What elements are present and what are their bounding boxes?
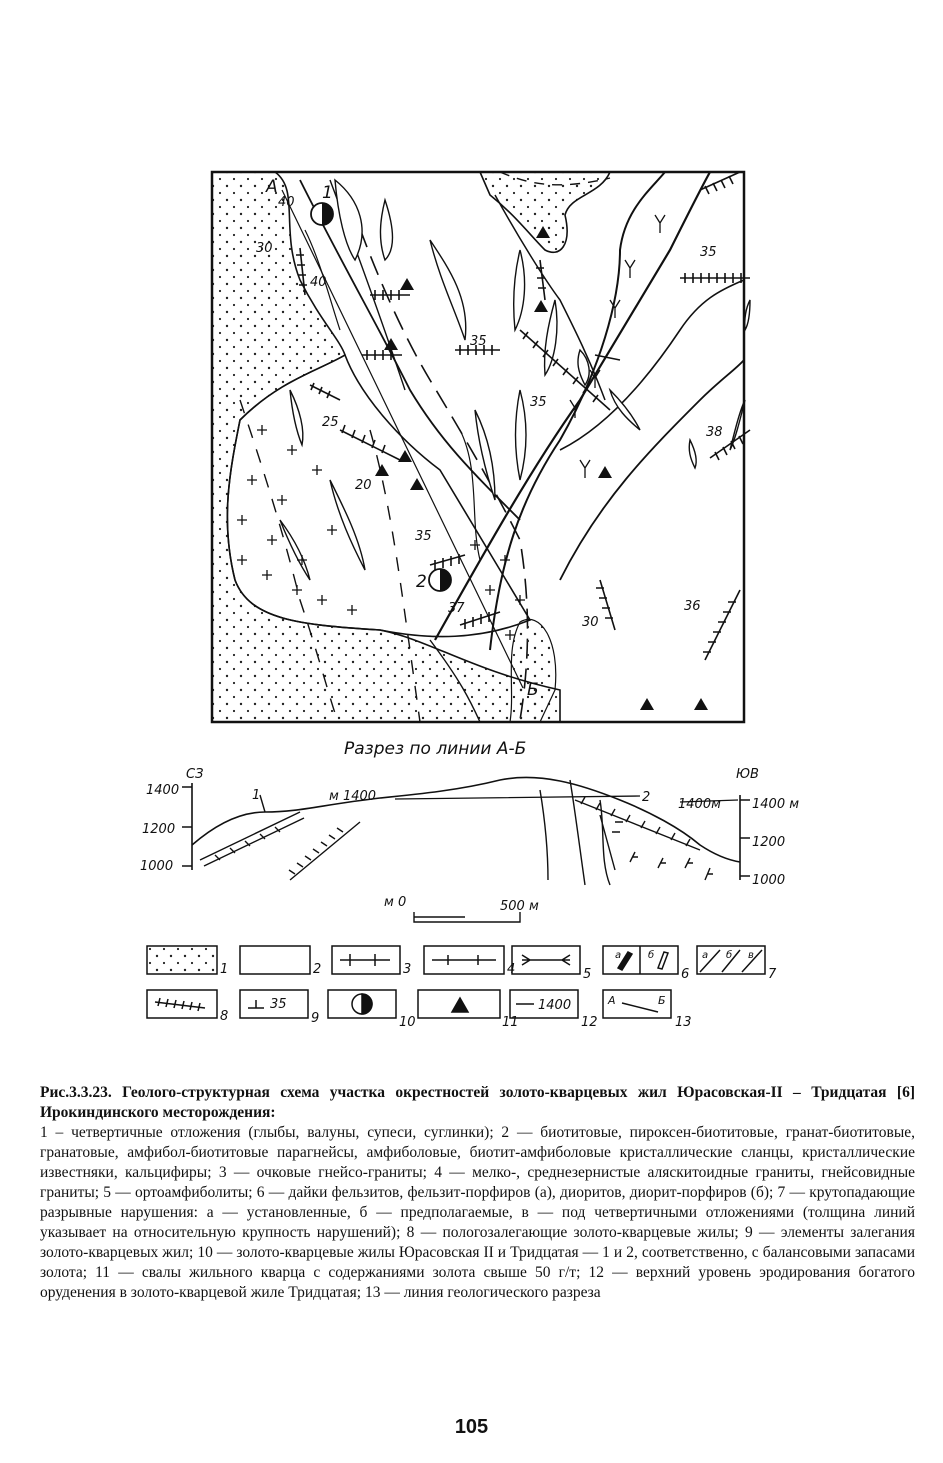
legend-number: 2 bbox=[313, 962, 322, 977]
section-left-axis bbox=[182, 783, 192, 870]
dip-label: 40 bbox=[278, 195, 295, 210]
legend-number: 11 bbox=[502, 1015, 519, 1030]
vein-symbol-2 bbox=[429, 569, 451, 591]
section-right-axis bbox=[740, 795, 750, 880]
caption-title: Рис.3.3.23. Геолого-структурная схема участка окрестностей золото-кварцевых жил Юрасовская-II – Тридцатая [6] Ирокиндинского месторождения: bbox=[40, 1084, 915, 1121]
scale-zero: м 0 bbox=[384, 895, 407, 910]
dip-label: 35 bbox=[700, 245, 717, 260]
vein-label-1: 1 bbox=[322, 183, 333, 203]
section-level-left: м 1400 bbox=[329, 789, 377, 804]
cross-section bbox=[140, 739, 799, 922]
section-title: Разрез по линии А-Б bbox=[344, 739, 527, 759]
legend-box-1 bbox=[147, 946, 217, 974]
legend-number: 10 bbox=[399, 1015, 416, 1030]
section-right-tick: 1000 bbox=[752, 873, 786, 888]
section-left-tick: 1200 bbox=[142, 822, 176, 837]
legend-level-sample: 1400 bbox=[538, 998, 572, 1013]
legend-sub-b: б bbox=[726, 950, 733, 961]
vein-label-2: 2 bbox=[416, 572, 427, 592]
dip-label: 35 bbox=[415, 529, 432, 544]
orthoamphibolite-marks bbox=[570, 215, 665, 478]
dip-label: 40 bbox=[310, 275, 327, 290]
section-left-tick: 1000 bbox=[140, 859, 174, 874]
quaternary-deposits-top bbox=[480, 172, 610, 252]
dip-label: 35 bbox=[470, 334, 487, 349]
legend-box-8 bbox=[147, 990, 217, 1018]
section-right-tick: 1200 bbox=[752, 835, 786, 850]
dip-label: 20 bbox=[355, 478, 372, 493]
legend bbox=[147, 946, 765, 1018]
legend-number: 9 bbox=[311, 1011, 320, 1026]
legend-number: 8 bbox=[220, 1009, 229, 1024]
section-mark-2: 2 bbox=[642, 790, 651, 805]
dip-label: 35 bbox=[530, 395, 547, 410]
legend-sub-v: в bbox=[748, 950, 754, 961]
scale-end: 500 м bbox=[500, 899, 539, 914]
caption-body: 1 – четвертичные отложения (глыбы, валуны, супеси, суглинки); 2 — биотитовые, пироксен-биотитовые, гранат-биотитовые, гранатовые, амфибол-биотитовые парагнейсы, амфиболовые, биотит-амфиболовые кристаллические сланцы, кристаллические известняки, кальцифиры; 3 — очковые гнейсо-граниты; 4 — мелко-, среднезернистые аляскитоидные граниты, гнейсовидные граниты; 5 — ортоамфиболиты; 6 — дайки фельзитов, фельзит-порфиров (а), диоритов, диорит-порфиров (б); 7 — крутопадающие разрывные нарушения: а — установленные, б — предполагаемые, в — под четвертичными отложениями (толщина линий указывает на относительную крупность нарушений); 8 — пологозалегающие золото-кварцевые жилы; 9 — элементы залегания золото-кварцевых жил; 10 — золото-кварцевые жилы Юрасовская II и Тридцатая — 1 и 2, соответственно, с балансовыми запасами золота; 11 — свалы жильного кварца с содержаниями золота свыше 50 г/т; 12 — верхний уровень эродирования богатого оруденения в золото-кварцевой жиле Тридцатая; 13 — линия геологического разреза bbox=[40, 1124, 915, 1301]
dip-label: 25 bbox=[322, 415, 339, 430]
section-level-right: 1400м bbox=[678, 797, 721, 812]
dip-label: 38 bbox=[706, 425, 723, 440]
legend-number: 5 bbox=[583, 967, 592, 982]
geologic-map bbox=[212, 172, 750, 722]
granite-body bbox=[227, 355, 530, 637]
section-se-label: ЮВ bbox=[736, 767, 759, 782]
legend-dip-sample: 35 bbox=[270, 997, 287, 1012]
legend-number: 7 bbox=[768, 967, 777, 982]
section-profile bbox=[192, 777, 740, 862]
legend-number: 1 bbox=[220, 962, 229, 977]
dikes bbox=[280, 180, 750, 580]
section-mark-1: 1 bbox=[252, 788, 261, 803]
section-left-tick: 1400 bbox=[146, 783, 180, 798]
section-right-tick: 1400 м bbox=[752, 797, 800, 812]
figure-caption bbox=[40, 1083, 915, 1303]
legend-line-a: А bbox=[608, 994, 616, 1007]
legend-number: 3 bbox=[403, 962, 412, 977]
legend-box-2 bbox=[240, 946, 310, 974]
dip-label: 30 bbox=[582, 615, 599, 630]
legend-number: 12 bbox=[581, 1015, 598, 1030]
map-label-a: А bbox=[266, 177, 278, 197]
legend-line-b: Б bbox=[658, 994, 666, 1007]
granite-crosses bbox=[237, 425, 525, 640]
dip-label: 36 bbox=[684, 599, 701, 614]
legend-sub-a: а bbox=[702, 950, 709, 961]
legend-number: 6 bbox=[681, 967, 690, 982]
vein-symbol-1 bbox=[311, 203, 333, 225]
dip-label: 30 bbox=[256, 241, 273, 256]
legend-number: 4 bbox=[507, 962, 516, 977]
legend-sub-a: а bbox=[615, 950, 622, 961]
page-number: 105 bbox=[454, 1416, 489, 1438]
dip-label: 37 bbox=[448, 601, 465, 616]
section-nw-label: СЗ bbox=[186, 767, 204, 782]
legend-number: 13 bbox=[675, 1015, 692, 1030]
legend-sub-b: б bbox=[648, 950, 655, 961]
